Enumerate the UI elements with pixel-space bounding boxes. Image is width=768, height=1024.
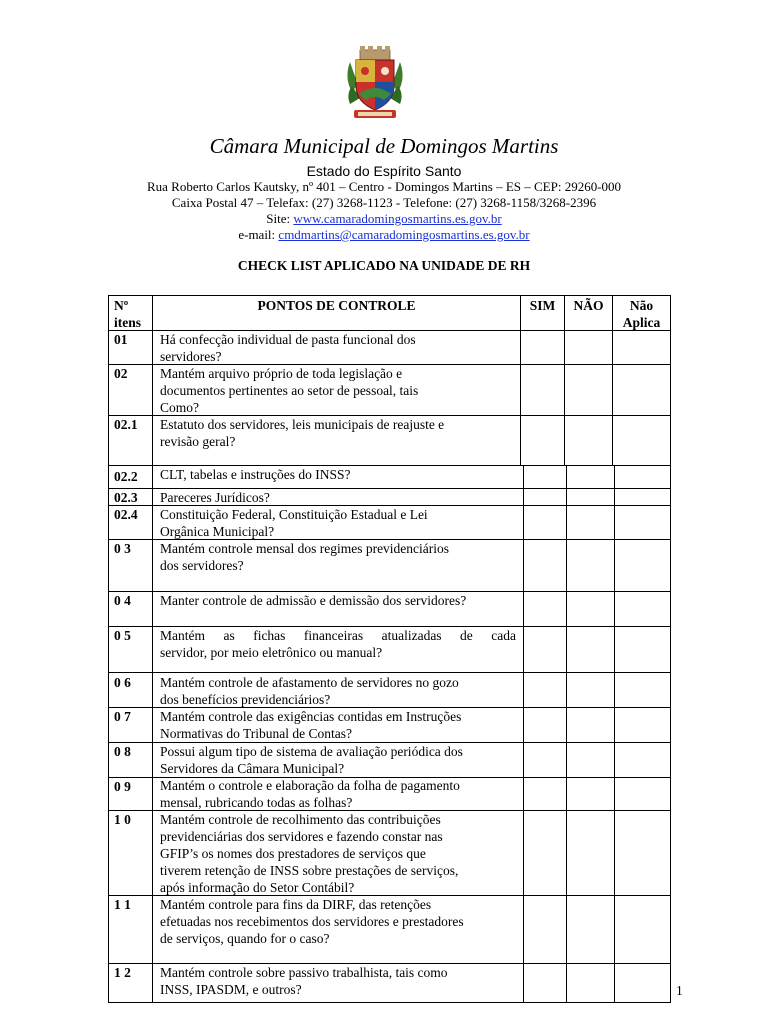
text-line: Orgânica Municipal? bbox=[160, 524, 275, 539]
control-point-text bbox=[160, 964, 448, 998]
coat-of-arms-logo bbox=[344, 42, 406, 124]
text-line: dos benefícios previdenciários? bbox=[160, 692, 331, 707]
text-line: de serviços, quando for o caso? bbox=[160, 931, 330, 946]
text-line: Mantém controle das exigências contidas em Instruções bbox=[160, 709, 462, 724]
text-line: Servidores da Câmara Municipal? bbox=[160, 761, 345, 776]
text-line: Mantém controle de afastamento de servidores no gozo bbox=[160, 675, 459, 690]
text-line: tiverem retenção de INSS sobre prestações de serviços, bbox=[160, 863, 459, 878]
item-number: 02.4 bbox=[114, 507, 138, 522]
text-line: Mantém controle sobre passivo trabalhista, tais como bbox=[160, 965, 448, 980]
header-na-line2: Aplica bbox=[622, 315, 661, 330]
item-number: 0 3 bbox=[114, 541, 131, 556]
address-line: Rua Roberto Carlos Kautsky, nº 401 – Centro - Domingos Martins – ES – CEP: 29260-000 bbox=[146, 179, 622, 194]
text-line: Possui algum tipo de sistema de avaliação periódica dos bbox=[160, 744, 463, 759]
item-number: 0 9 bbox=[114, 779, 131, 794]
text-line: Normativas do Tribunal de Contas? bbox=[160, 726, 352, 741]
item-number: 1 2 bbox=[114, 965, 131, 980]
text-line: Como? bbox=[160, 400, 199, 415]
contacts-line: Caixa Postal 47 – Telefax: (27) 3268-1123 - Telefone: (27) 3268-1158/3268-2396 bbox=[171, 195, 597, 210]
control-point-text bbox=[160, 592, 466, 609]
item-number: 0 6 bbox=[114, 675, 131, 690]
checklist-title: CHECK LIST APLICADO NA UNIDADE DE RH bbox=[237, 258, 531, 273]
control-point-text bbox=[160, 506, 428, 540]
header-no: NÃO bbox=[573, 298, 604, 313]
text-line: dos servidores? bbox=[160, 558, 244, 573]
control-point-text bbox=[160, 674, 459, 708]
control-point-text bbox=[160, 743, 463, 777]
header-control-points: PONTOS DE CONTROLE bbox=[257, 298, 416, 313]
item-number: 02.3 bbox=[114, 490, 138, 505]
text-line: Há confecção individual de pasta funcional dos bbox=[160, 332, 416, 347]
item-number: 01 bbox=[114, 332, 128, 347]
email-label: e-mail: bbox=[238, 227, 279, 242]
control-point-text bbox=[160, 811, 458, 896]
text-line: Manter controle de admissão e demissão dos servidores? bbox=[160, 593, 467, 608]
text-line: após informação do Setor Contábil? bbox=[160, 880, 355, 895]
chamber-title: Câmara Municipal de Domingos Martins bbox=[209, 134, 559, 158]
text-line: Mantém controle mensal dos regimes previdenciários bbox=[160, 541, 450, 556]
item-number: 02 bbox=[114, 366, 128, 381]
text-line: Constituição Federal, Constituição Estadual e Lei bbox=[160, 507, 428, 522]
text-line: revisão geral? bbox=[160, 434, 236, 449]
site-link[interactable]: www.camaradomingosmartins.es.gov.br bbox=[293, 211, 502, 226]
text-line: Mantém controle de recolhimento das contribuições bbox=[160, 812, 441, 827]
site-label: Site: bbox=[266, 211, 294, 226]
text-line: Mantém arquivo próprio de toda legislação e bbox=[160, 366, 403, 381]
text-line: CLT, tabelas e instruções do INSS? bbox=[160, 467, 351, 482]
header-na-line1: Não bbox=[629, 298, 654, 313]
text-line: servidor, por meio eletrônico ou manual? bbox=[160, 645, 383, 660]
item-number: 0 4 bbox=[114, 593, 131, 608]
state-name: Estado do Espírito Santo bbox=[306, 163, 462, 179]
item-number: 0 7 bbox=[114, 709, 131, 724]
item-number: 02.2 bbox=[114, 469, 138, 484]
header-item-number-line2: itens bbox=[114, 315, 141, 330]
control-point-text bbox=[160, 777, 460, 811]
item-number: 1 0 bbox=[114, 812, 131, 827]
text-line: Estatuto dos servidores, leis municipais de reajuste e bbox=[160, 417, 445, 432]
text-line: Mantém controle para fins da DIRF, das retenções bbox=[160, 897, 432, 912]
item-number: 02.1 bbox=[114, 417, 138, 432]
text-line: Mantém as fichas financeiras atualizadas de cada bbox=[160, 628, 516, 643]
control-point-text bbox=[160, 540, 449, 574]
control-point-text bbox=[160, 466, 350, 483]
control-point-text bbox=[160, 416, 444, 450]
control-point-text bbox=[160, 708, 461, 742]
header-yes: SIM bbox=[529, 298, 556, 313]
email-line bbox=[0, 227, 768, 243]
header-not-applicable bbox=[613, 297, 670, 331]
text-line: INSS, IPASDM, e outros? bbox=[160, 982, 302, 997]
text-line: mensal, rubricando todas as folhas? bbox=[160, 795, 353, 810]
text-line: efetuadas nos recebimentos dos servidores e prestadores bbox=[160, 914, 464, 929]
item-number: 1 1 bbox=[114, 897, 131, 912]
page-number: 1 bbox=[676, 983, 683, 998]
text-line: documentos pertinentes ao setor de pessoal, tais bbox=[160, 383, 419, 398]
text-line: GFIP’s os nomes dos prestadores de serviços que bbox=[160, 846, 426, 861]
control-point-text bbox=[160, 896, 464, 947]
text-line: Pareceres Jurídicos? bbox=[160, 490, 270, 505]
checklist-table bbox=[108, 295, 671, 1003]
text-line: previdenciárias dos servidores e fazendo constar nas bbox=[160, 829, 443, 844]
email-link[interactable]: cmdmartins@camaradomingosmartins.es.gov.br bbox=[278, 227, 530, 242]
item-number: 0 5 bbox=[114, 628, 131, 643]
control-point-text bbox=[160, 331, 416, 365]
header-item-number-line1: Nº bbox=[114, 298, 129, 313]
header-item-number bbox=[114, 297, 141, 331]
control-point-text bbox=[160, 489, 270, 506]
control-point-text bbox=[160, 627, 516, 661]
text-line: Mantém o controle e elaboração da folha de pagamento bbox=[160, 778, 460, 793]
control-point-text bbox=[160, 365, 418, 416]
text-line: servidores? bbox=[160, 349, 222, 364]
site-line bbox=[0, 211, 768, 227]
item-number: 0 8 bbox=[114, 744, 131, 759]
